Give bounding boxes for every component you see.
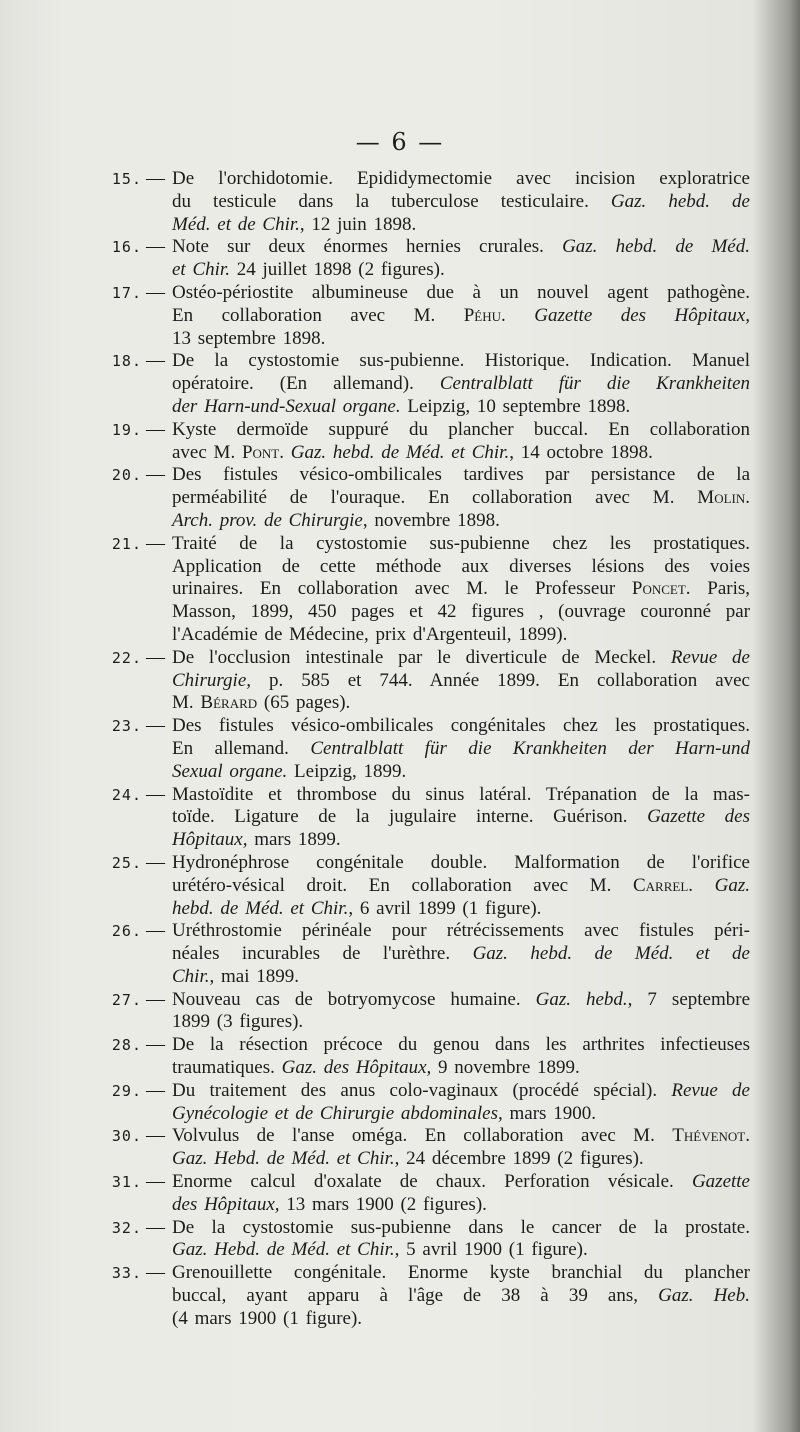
entry-number: 23.: [111, 717, 142, 736]
entry-text: De la résection précoce du genou dans les arthrites infectieuses: [172, 1034, 750, 1056]
entry-line: [172, 601, 750, 624]
citation-text: Gaz. hebd. de Méd. et de: [472, 943, 750, 965]
citation-text: Méd. et de Chir.: [172, 213, 300, 235]
entry-line: [172, 1239, 750, 1262]
entry-dash: —: [146, 783, 165, 805]
entry-text: , 5 avril 1900 (1 figure).: [394, 1239, 588, 1261]
bibliography-entry: [100, 168, 750, 236]
entry-text: , 12 juin 1898.: [299, 213, 417, 235]
entry-number: 32.: [111, 1218, 142, 1237]
bibliography-entry: [100, 1171, 750, 1217]
entry-line: [172, 510, 750, 533]
entry-text: Nouveau cas de botryomycose humaine.: [172, 988, 536, 1010]
entry-text: Du traitement des anus colo-vaginaux (procédé spécial).: [172, 1079, 672, 1101]
entry-text: urinaires. En collaboration avec M. le Professeur: [172, 578, 632, 600]
entry-text: , 14 octobre 1898.: [509, 441, 653, 463]
entry-text: urétéro-vésical droit. En collaboration avec M.: [172, 874, 633, 896]
bibliography-entry: [100, 989, 750, 1035]
citation-text: Sexual organe.: [172, 760, 288, 782]
entry-number: 25.: [111, 853, 142, 872]
entry-line: [172, 191, 750, 214]
bibliography-entry: [100, 1262, 750, 1330]
entry-dash: —: [146, 1216, 165, 1238]
entry-line: [172, 168, 750, 191]
entry-line: [172, 1194, 750, 1217]
entry-line: [172, 692, 750, 715]
citation-text: Chir.: [172, 965, 210, 987]
citation-text: Revue de: [670, 646, 750, 668]
author-name: Carrel: [632, 874, 689, 896]
entry-text: perméabilité de l'ouraque. En collaboration avec M.: [172, 487, 698, 509]
bibliography-entry: [100, 1217, 750, 1263]
entry-line: [172, 875, 750, 898]
entry-text: l'Académie de Médecine, prix d'Argenteuil, 1899).: [172, 623, 568, 645]
entry-text: M.: [172, 692, 201, 714]
entry-text: toïde. Ligature de la jugulaire interne. Guérison.: [172, 806, 648, 828]
entry-text: , 6 avril 1899 (1 figure).: [348, 897, 542, 919]
entry-line: [172, 647, 750, 670]
entry-text: Hydronéphrose congénitale double. Malformation de l'orifice: [172, 851, 750, 873]
entry-number: 31.: [111, 1173, 142, 1192]
entry-dash: —: [146, 988, 165, 1010]
entry-text: (4 mars 1900 (1 figure).: [172, 1307, 363, 1329]
entry-dash: —: [146, 851, 165, 873]
citation-text: Revue de: [671, 1079, 750, 1101]
entry-number: 28.: [111, 1036, 142, 1055]
entry-line: [172, 328, 750, 351]
entry-text: Application de cette méthode aux diverses lésions des voies: [172, 555, 750, 577]
entry-line: [172, 715, 750, 738]
entry-line: [172, 920, 750, 943]
entry-text: avec M.: [172, 441, 242, 463]
author-name: Molin: [697, 487, 746, 509]
entry-dash: —: [146, 168, 165, 189]
entry-number: 16.: [111, 238, 142, 257]
entry-number: 24.: [111, 785, 142, 804]
entry-line: [172, 806, 750, 829]
page-number: — 6 —: [355, 128, 445, 156]
entry-line: [172, 624, 750, 647]
entry-text: En allemand.: [172, 737, 311, 759]
entry-line: [172, 578, 750, 601]
citation-text: hebd. de Méd. et Chir.: [172, 897, 349, 919]
entry-text: mars 1899.: [247, 829, 341, 851]
entry-text: Leipzig, 10 septembre 1898.: [400, 395, 631, 417]
entry-number: 15.: [111, 170, 142, 188]
entry-text: 1899 (3 figures).: [172, 1011, 304, 1033]
entry-text: .: [279, 441, 291, 463]
entry-line: [172, 259, 750, 282]
citation-text: Gaz. des Hôpitaux,: [281, 1057, 432, 1079]
entry-text: Leipzig, 1899.: [287, 760, 407, 782]
entry-number: 17.: [111, 283, 142, 302]
entry-text: En collaboration avec M.: [172, 304, 464, 326]
bibliography-entry: [100, 464, 750, 532]
entry-dash: —: [146, 1125, 165, 1147]
entry-line: [172, 1057, 750, 1080]
entry-number: 21.: [111, 534, 142, 553]
entry-line: [172, 966, 750, 989]
entry-number: 18.: [111, 352, 142, 371]
citation-text: Gazette des: [647, 806, 750, 828]
entry-number: 33.: [111, 1264, 142, 1283]
citation-text: Gazette des Hôpitaux,: [534, 304, 751, 326]
bibliography-entry: [100, 282, 750, 350]
entry-dash: —: [146, 1079, 165, 1101]
entry-line: [172, 305, 750, 328]
entry-number: 26.: [111, 922, 142, 941]
entry-line: [172, 1308, 750, 1331]
bibliography-entry: [100, 419, 750, 465]
entry-line: [172, 1034, 750, 1057]
citation-text: Hôpitaux,: [172, 829, 248, 851]
entry-line: [172, 1080, 750, 1103]
entry-text: De la cystostomie sus-pubienne. Historique. Indication. Manuel: [172, 350, 750, 372]
entry-line: [172, 898, 750, 921]
entry-number: 20.: [111, 466, 142, 485]
citation-text: Centralblatt für die Krankheiten: [439, 373, 750, 395]
entry-text: , novembre 1898.: [362, 509, 500, 531]
entry-line: [172, 350, 750, 373]
entry-text: De l'occlusion intestinale par le diverticule de Meckel.: [172, 646, 671, 668]
entry-text: Kyste dermoïde suppuré du plancher buccal. En collaboration: [172, 418, 750, 440]
bibliography-entry: [100, 647, 750, 715]
author-name: Péhu: [463, 304, 501, 326]
entry-text: Des fistules vésico-ombilicales tardives par persistance de la: [172, 464, 750, 486]
entry-dash: —: [146, 281, 165, 303]
citation-text: Gynécologie et de Chirurgie abdominales,: [172, 1102, 503, 1124]
entry-dash: —: [146, 715, 165, 737]
entry-dash: —: [146, 1034, 165, 1056]
entry-text: néales incurables de l'urèthre.: [172, 943, 473, 965]
entry-dash: —: [146, 236, 165, 258]
bibliography-entry: [100, 533, 750, 647]
author-name: Bérard: [200, 692, 258, 714]
entry-text: .: [745, 487, 750, 509]
citation-text: Gaz.: [714, 874, 750, 896]
bibliography-entry: [100, 1125, 750, 1171]
entry-text: , 24 décembre 1899 (2 figures).: [394, 1148, 644, 1170]
entry-text: mars 1900.: [502, 1102, 596, 1124]
entry-text: 9 novembre 1899.: [431, 1057, 580, 1079]
entry-dash: —: [146, 646, 165, 668]
entry-text: Enorme calcul d'oxalate de chaux. Perforation vésicale.: [172, 1171, 692, 1193]
bibliography-entry: [100, 350, 750, 418]
entry-dash: —: [146, 920, 165, 942]
entry-text: , mai 1899.: [209, 965, 299, 987]
entry-text: .: [745, 1125, 750, 1147]
entry-text: . Paris,: [685, 578, 751, 600]
citation-text: des Hôpitaux,: [172, 1193, 280, 1215]
entry-text: Volvulus de l'anse oméga. En collaboration avec M.: [172, 1125, 673, 1147]
entry-text: Ostéo-périostite albumineuse due à un nouvel agent pathogène.: [172, 281, 750, 303]
entry-line: [172, 943, 750, 966]
entry-text: opératoire. (En allemand).: [172, 373, 440, 395]
citation-text: Gaz. hebd.: [535, 988, 628, 1010]
entry-number: 19.: [111, 420, 142, 439]
entry-text: traumatiques.: [172, 1057, 282, 1079]
entry-line: [172, 670, 750, 693]
entry-text: Traité de la cystostomie sus-pubienne chez les prostatiques.: [172, 532, 750, 554]
entry-line: [172, 738, 750, 761]
bibliography-entry: [100, 1080, 750, 1126]
citation-text: Arch. prov. de Chirurgie: [172, 509, 363, 531]
entry-dash: —: [146, 1262, 165, 1284]
author-name: Pont: [241, 441, 280, 463]
entry-line: [172, 373, 750, 396]
bibliography-entry: [100, 920, 750, 988]
author-name: Thévenot: [672, 1125, 746, 1147]
entry-number: 29.: [111, 1081, 142, 1100]
entry-line: [172, 442, 750, 465]
citation-text: Gaz. hebd. de Méd.: [562, 236, 750, 258]
bibliography-entry: [100, 784, 750, 852]
entry-line: [172, 784, 750, 807]
citation-text: Gazette: [691, 1171, 750, 1193]
bibliography-list: [100, 168, 750, 1331]
bibliography-entry: [100, 852, 750, 920]
entry-line: [172, 1011, 750, 1034]
citation-text: Gaz. Hebd. de Méd. et Chir.: [172, 1148, 395, 1170]
entry-line: [172, 852, 750, 875]
citation-text: et Chir.: [172, 259, 230, 281]
entry-text: (65 pages).: [257, 692, 351, 714]
entry-line: [172, 1285, 750, 1308]
entry-text: De la cystostomie sus-pubienne dans le cancer de la prostate.: [172, 1216, 750, 1238]
entry-dash: —: [146, 418, 165, 440]
entry-text: .: [501, 304, 535, 326]
entry-line: [172, 396, 750, 419]
entry-number: 30.: [111, 1127, 142, 1146]
citation-text: Gaz. Heb.: [658, 1285, 750, 1307]
citation-text: Gaz. hebd. de Méd. et Chir.: [290, 441, 510, 463]
entry-line: [172, 1103, 750, 1126]
author-name: Poncet: [631, 578, 686, 600]
entry-line: [172, 282, 750, 305]
entry-line: [172, 214, 750, 237]
entry-line: [172, 556, 750, 579]
entry-text: p. 585 et 744. Année 1899. En collaboration avec: [251, 669, 750, 691]
entry-text: 13 mars 1900 (2 figures).: [279, 1193, 487, 1215]
entry-line: [172, 1125, 750, 1148]
entry-text: 24 juillet 1898 (2 figures).: [229, 259, 445, 281]
entry-text: De l'orchidotomie. Epididymectomie avec incision exploratrice: [172, 168, 750, 189]
entry-line: [172, 533, 750, 556]
entry-text: Grenouillette congénitale. Enorme kyste branchial du plancher: [172, 1262, 750, 1284]
citation-text: Gaz. Hebd. de Méd. et Chir.: [172, 1239, 395, 1261]
entry-dash: —: [146, 532, 165, 554]
entry-text: Masson, 1899, 450 pages et 42 figures , (ouvrage couronné par: [172, 601, 750, 623]
entry-text: .: [688, 874, 715, 896]
citation-text: Chirurgie,: [172, 669, 251, 691]
entry-dash: —: [146, 1171, 165, 1193]
entry-line: [172, 236, 750, 259]
entry-line: [172, 1171, 750, 1194]
entry-text: Uréthrostomie périnéale pour rétrécissements avec fistules péri-: [172, 920, 750, 942]
entry-text: du testicule dans la tuberculose testiculaire.: [172, 190, 611, 212]
entry-text: 13 septembre 1898.: [172, 327, 326, 349]
entry-number: 22.: [111, 648, 142, 667]
bibliography-entry: [100, 715, 750, 783]
entry-line: [172, 829, 750, 852]
citation-text: Gaz. hebd. de: [610, 190, 750, 212]
citation-text: Centralblatt für die Krankheiten der Harn-und: [310, 737, 750, 759]
entry-line: [172, 1148, 750, 1171]
entry-line: [172, 419, 750, 442]
entry-line: [172, 989, 750, 1012]
entry-line: [172, 1262, 750, 1285]
entry-number: 27.: [111, 990, 142, 1009]
entry-line: [172, 487, 750, 510]
entry-line: [172, 761, 750, 784]
bibliography-entry: [100, 236, 750, 282]
entry-text: , 7 septembre: [627, 988, 750, 1010]
entry-text: buccal, ayant apparu à l'âge de 38 à 39 ans,: [172, 1285, 659, 1307]
bibliography-entry: [100, 1034, 750, 1080]
entry-line: [172, 464, 750, 487]
entry-text: Mastoïdite et thrombose du sinus latéral. Trépanation de la mas-: [172, 783, 750, 805]
entry-line: [172, 1217, 750, 1240]
entry-dash: —: [146, 464, 165, 486]
entry-text: Note sur deux énormes hernies crurales.: [172, 236, 563, 258]
entry-text: Des fistules vésico-ombilicales congénitales chez les prostatiques.: [172, 715, 750, 737]
citation-text: der Harn-und-Sexual organe.: [172, 395, 401, 417]
entry-dash: —: [146, 350, 165, 372]
